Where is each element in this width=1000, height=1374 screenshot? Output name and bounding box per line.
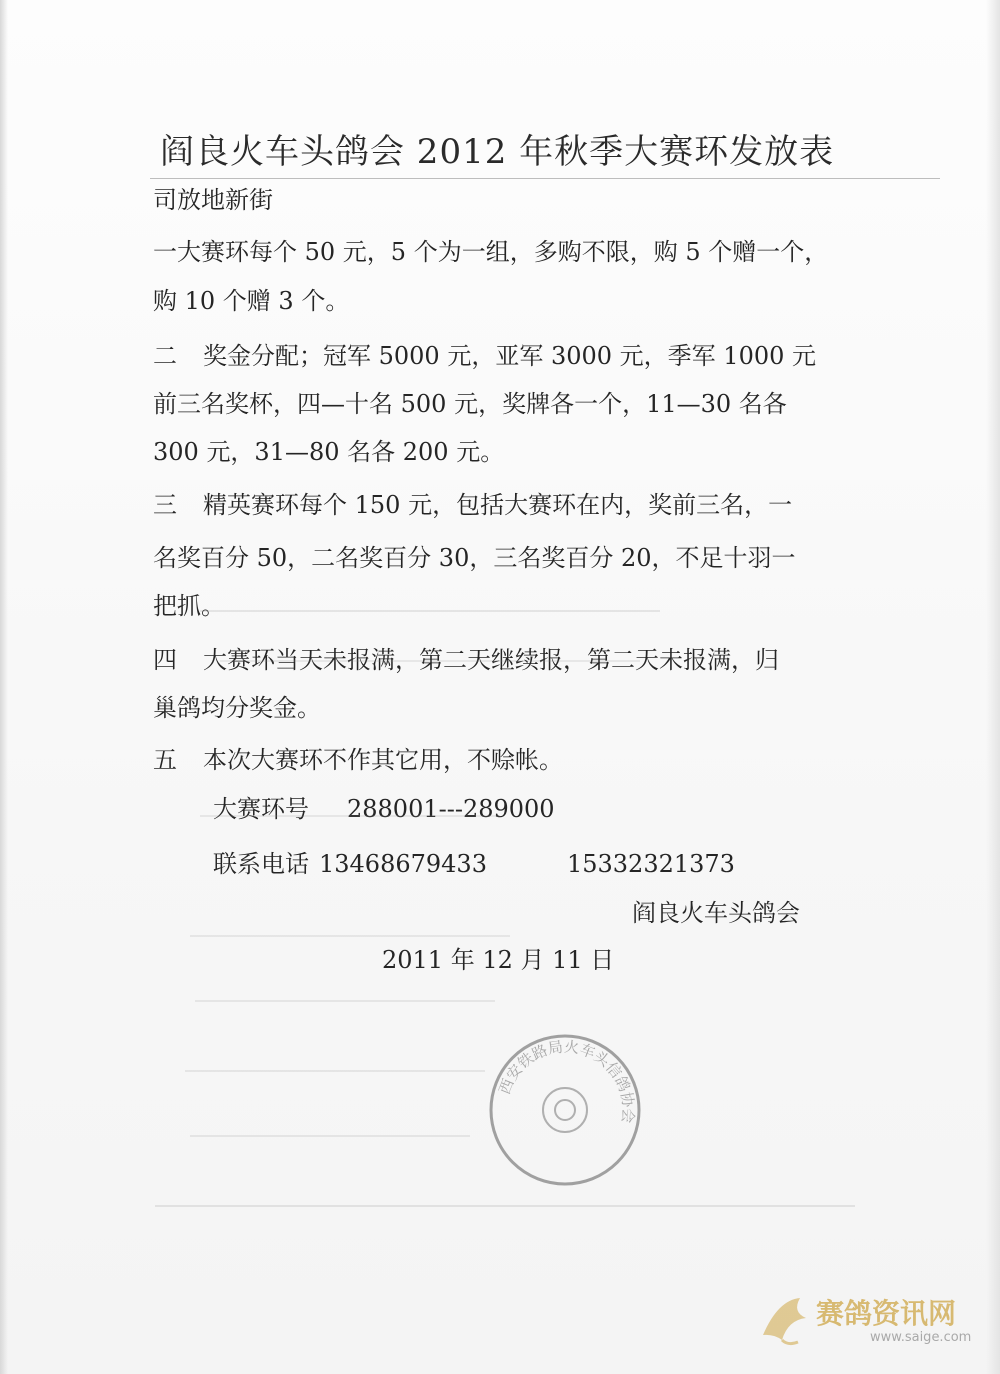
location-line: 司放地新街 [153, 186, 273, 214]
rule-4-line-2: 巢鸽均分奖金。 [153, 694, 321, 722]
watermark-site-name: 赛鸽资讯网 [816, 1297, 957, 1330]
ring-number-value: 288001---289000 [347, 795, 555, 823]
rule-4-number: 四 [153, 646, 177, 674]
watermark-url: www.saige.com [870, 1330, 972, 1345]
contact-label: 联系电话 [213, 850, 309, 878]
contact-line [213, 844, 735, 879]
rule-2-line-2: 前三名奖杯，四—十名 500 元，奖牌各一个，11—30 名各 [153, 390, 787, 418]
rule-5-line-1 [153, 740, 563, 775]
official-seal-stamp [485, 1030, 645, 1190]
rule-1-line-1: 一大赛环每个 50 元，5 个为一组，多购不限，购 5 个赠一个， [153, 238, 829, 266]
rule-2-text-1: 奖金分配；冠军 5000 元，亚军 3000 元，季军 1000 元 [203, 342, 817, 370]
issue-date: 2011 年 12 月 11 日 [382, 946, 615, 974]
signature: 阎良火车头鸽会 [632, 899, 800, 927]
title-divider [150, 178, 940, 179]
page-edge-shadow [0, 0, 8, 1374]
ring-number-label: 大赛环号 [213, 795, 309, 823]
pigeon-logo-icon [758, 1290, 818, 1350]
rule-2-line-1 [153, 336, 816, 371]
rule-5-number: 五 [153, 746, 177, 774]
rule-3-line-1 [153, 485, 792, 520]
contact-phone-1: 13468679433 [319, 850, 487, 878]
rule-3-line-3: 把抓。 [153, 592, 225, 620]
svg-text:西安铁路局火车头信鸽协会 [495, 1038, 637, 1124]
page-right-edge [986, 0, 1000, 1374]
ring-number-line [213, 789, 555, 824]
rule-3-text-1: 精英赛环每个 150 元，包括大赛环在内，奖前三名，一 [203, 491, 793, 519]
rule-1-line-2: 购 10 个赠 3 个。 [153, 287, 350, 315]
rule-2-number: 二 [153, 342, 177, 370]
rule-3-number: 三 [153, 491, 177, 519]
site-watermark [758, 1290, 988, 1360]
stamp-text: 西安铁路局火车头信鸽协会 [495, 1037, 638, 1124]
rule-5-text-1: 本次大赛环不作其它用，不赊帐。 [203, 746, 563, 774]
rule-4-line-1 [153, 640, 779, 675]
rule-3-line-2: 名奖百分 50，二名奖百分 30，三名奖百分 20，不足十羽一 [153, 544, 796, 572]
rule-4-text-1: 大赛环当天未报满，第二天继续报，第二天未报满，归 [203, 646, 779, 674]
contact-phone-2: 15332321373 [566, 850, 735, 878]
rule-2-line-3: 300 元，31—80 名各 200 元。 [153, 438, 505, 466]
document-title: 阎良火车头鸽会 2012 年秋季大赛环发放表 [160, 132, 835, 172]
